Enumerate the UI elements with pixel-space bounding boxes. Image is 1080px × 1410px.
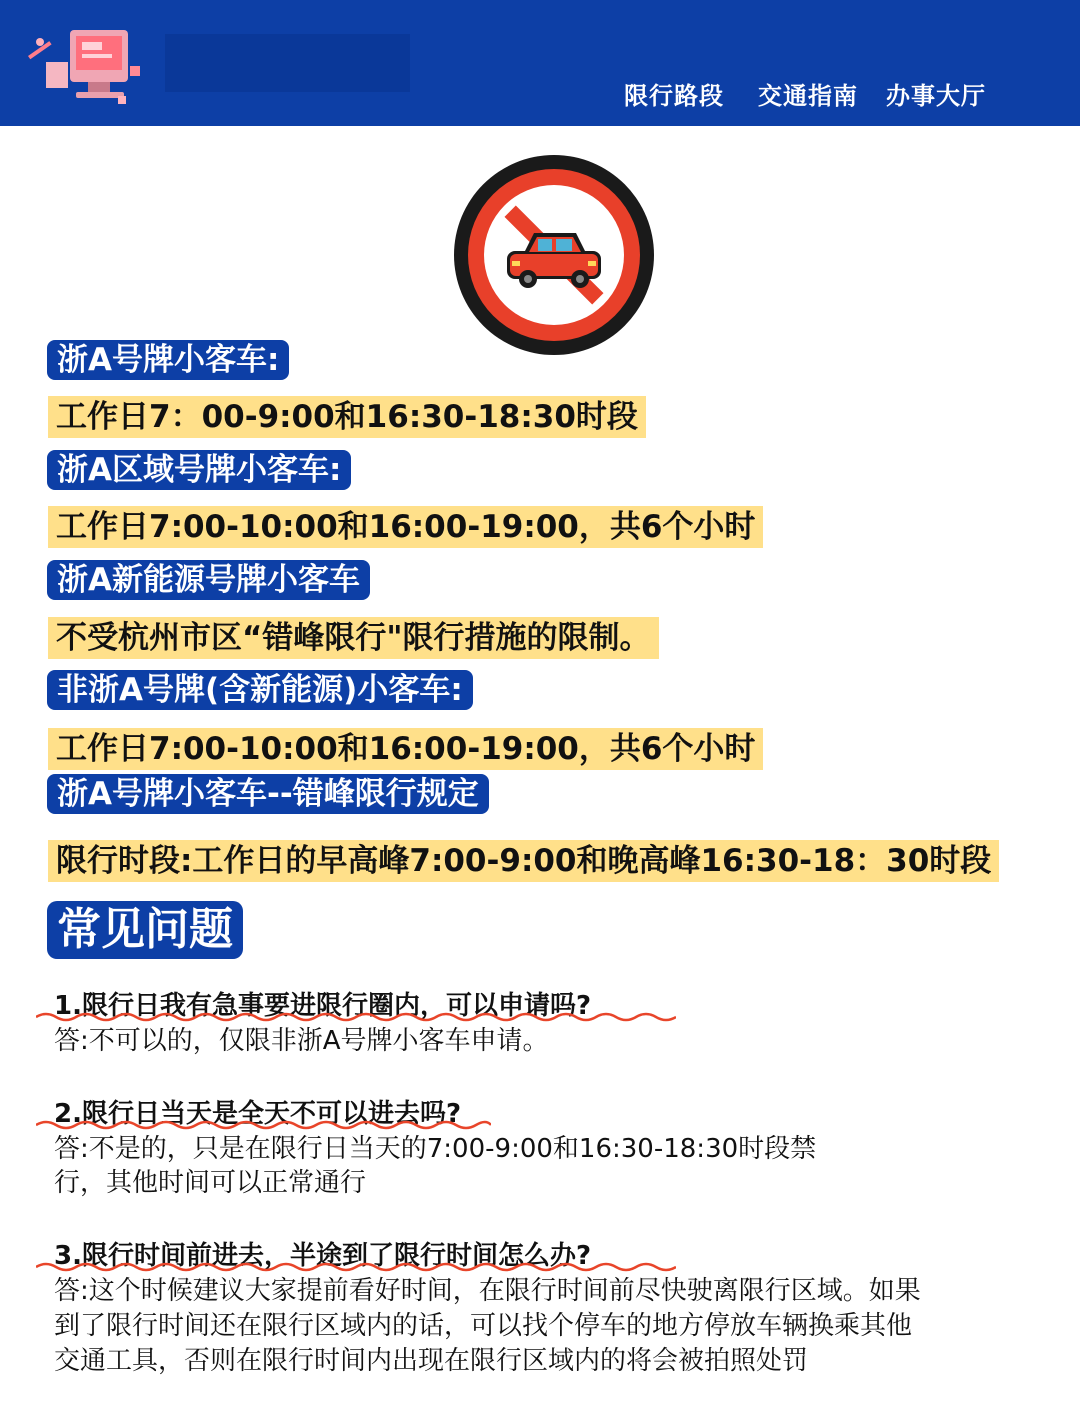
section-title-5: 浙A号牌小客车--错峰限行规定: [47, 774, 489, 814]
top-nav: [0, 76, 1080, 116]
faq-answer-3-line-2: 到了限行时间还在限行区域内的话，可以找个停车的地方停放车辆换乘其他: [54, 1311, 913, 1341]
section-text-4: 工作日7:00-10:00和16:00-19:00，共6个小时: [48, 728, 763, 770]
faq-question-1: 1.限行日我有急事要进限行圈内，可以申请吗?: [54, 991, 592, 1021]
faq-title: 常见问题: [47, 901, 243, 959]
section-title-4: 非浙A号牌(含新能源)小客车:: [47, 670, 473, 710]
header-bar: [0, 0, 1080, 126]
faq-answer-2-line-2: 行，其他时间可以正常通行: [54, 1168, 367, 1198]
nav-restricted-roads[interactable]: 限行路段: [624, 82, 724, 110]
section-title-3: 浙A新能源号牌小客车: [47, 560, 370, 600]
nav-service-hall[interactable]: 办事大厅: [886, 82, 986, 110]
nav-traffic-guide[interactable]: 交通指南: [758, 82, 858, 110]
faq-answer-3-line-3: 交通工具，否则在限行时间内出现在限行区域内的将会被拍照处罚: [54, 1346, 809, 1376]
faq-question-2: 2.限行日当天是全天不可以进去吗?: [54, 1099, 462, 1129]
section-text-5: 限行时段:工作日的早高峰7:00-9:00和晚高峰16:30-18：30时段: [48, 840, 999, 882]
faq-question-3: 3.限行时间前进去，半途到了限行时间怎么办?: [54, 1241, 592, 1271]
section-text-3: 不受杭州市区“错峰限行"限行措施的限制。: [48, 617, 659, 659]
faq-answer-2-line-1: 答:不是的，只是在限行日当天的7:00-9:00和16:30-18:30时段禁: [54, 1134, 817, 1164]
section-title-1: 浙A号牌小客车:: [47, 340, 289, 380]
section-title-2: 浙A区域号牌小客车:: [47, 450, 351, 490]
no-car-sign-icon: [452, 153, 656, 357]
faq-answer-1-line-1: 答:不可以的，仅限非浙A号牌小客车申请。: [54, 1026, 549, 1056]
section-text-1: 工作日7：00-9:00和16:30-18:30时段: [48, 396, 646, 438]
faq-answer-3-line-1: 答:这个时候建议大家提前看好时间，在限行时间前尽快驶离限行区域。如果: [54, 1276, 921, 1306]
section-text-2: 工作日7:00-10:00和16:00-19:00，共6个小时: [48, 506, 763, 548]
